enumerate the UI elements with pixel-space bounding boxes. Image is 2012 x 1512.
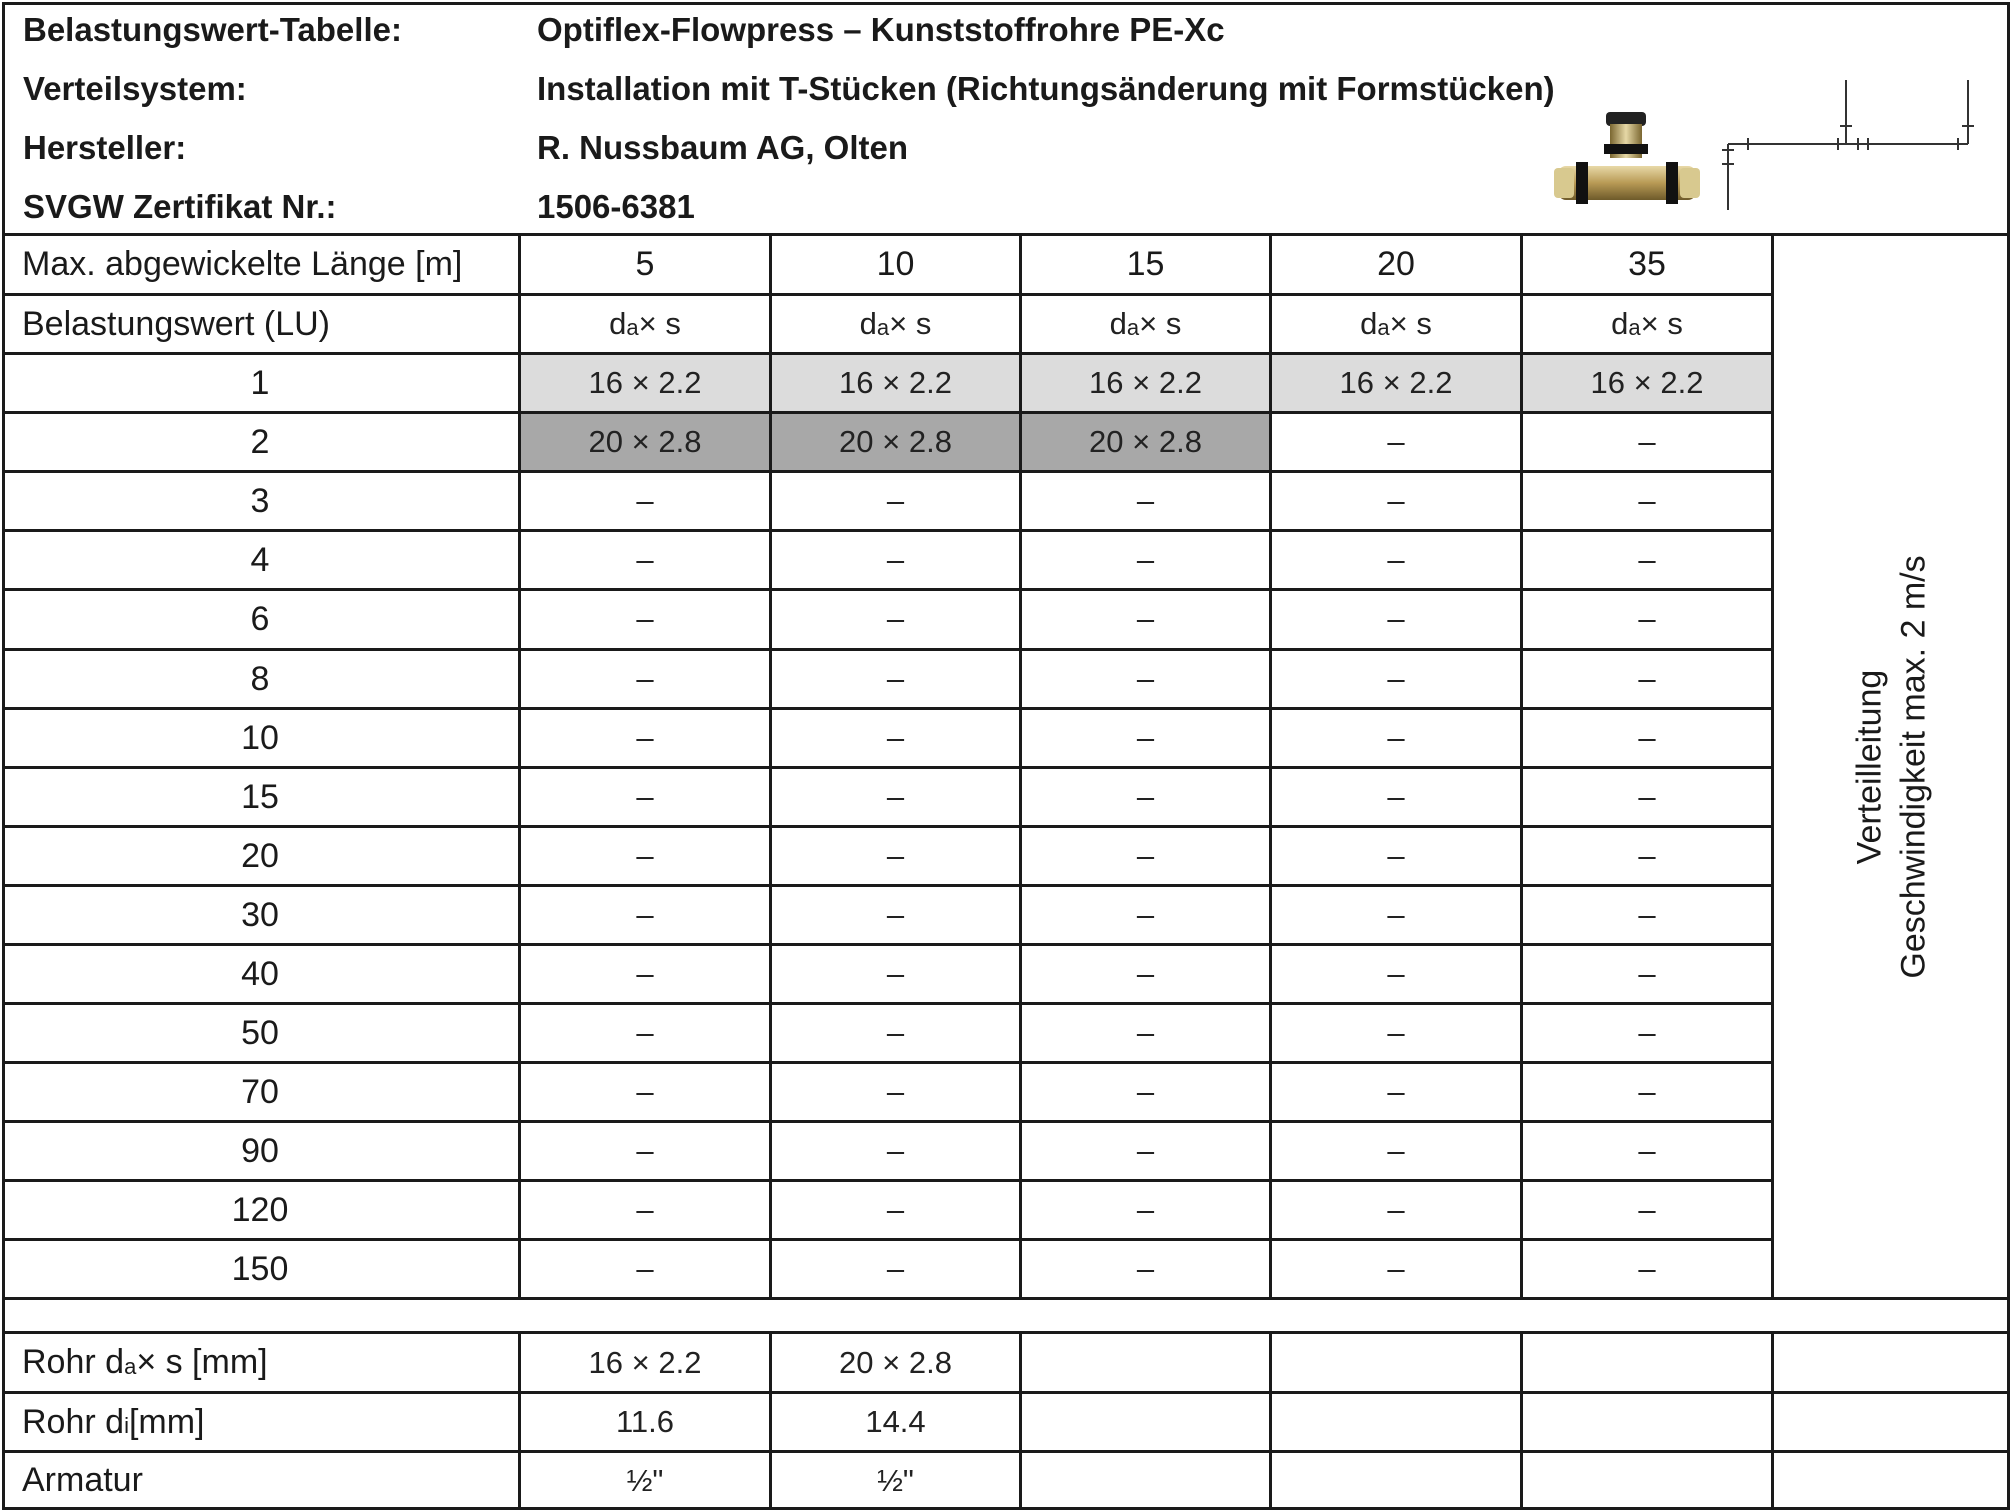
length-col-5: 5 [635,245,655,283]
pipe-dimension-cell: – [1387,483,1405,518]
pipe-dimension-cell: – [1136,838,1155,873]
pipe-dimension-cell: – [636,956,654,991]
footer-value-cell [1774,1453,2010,1508]
dimension-header [1022,296,1269,352]
header-value-certificate: 1506-6381 [537,188,695,225]
footer-value-cell [1022,1394,1269,1450]
pipe-dimension-cell: – [1638,424,1656,459]
dimension-main: d [859,306,877,341]
footer-row-label [2,1394,518,1450]
footer-label-main: Rohr d [22,1343,125,1381]
pipe-dimension-cell: – [886,1133,905,1168]
footer-value-cell: 16 × 2.2 [588,1344,702,1380]
footer-value-cell [1272,1334,1520,1391]
pipe-dimension-cell: – [1638,483,1656,518]
pipe-dimension-cell: – [1136,542,1155,577]
footer-value-cell: 14.4 [865,1404,926,1439]
grid-line [2,1297,2010,1300]
pipe-dimension-cell: – [1387,720,1405,755]
pipe-dimension-cell: – [1387,1192,1405,1227]
pipe-dimension-cell: 20 × 2.8 [772,414,1019,470]
pipe-dimension-cell: – [1136,1015,1155,1050]
pipe-dimension-cell: – [1387,542,1405,577]
side-note-line2: Geschwindigkeit max. 2 m/s [1895,554,1934,979]
pipe-dimension-cell: 16 × 2.2 [772,355,1019,411]
pipe-dimension-cell: – [636,779,654,814]
pipe-dimension-cell: – [1638,1133,1656,1168]
pipe-dimension-cell: – [636,601,654,636]
pipe-dimension-cell: – [886,897,905,932]
pipe-dimension-cell: – [636,1015,654,1050]
footer-value-cell: 20 × 2.8 [839,1344,952,1380]
pipe-dimension-cell: – [886,542,905,577]
pipe-dimension-cell: – [1136,897,1155,932]
pipe-dimension-cell: – [636,542,654,577]
dimension-rest: × s [1139,306,1182,341]
pipe-dimension-cell: – [1638,897,1656,932]
header-value-manufacturer: R. Nussbaum AG, Olten [537,129,908,166]
header-label-manufacturer: Hersteller: [23,129,187,166]
pipe-dimension-cell: 16 × 2.2 [521,355,769,411]
footer-value-cell [1774,1334,2010,1391]
lu-value: 120 [231,1190,289,1229]
pipe-dimension-cell: – [1638,1015,1656,1050]
side-note-text [1848,555,1936,978]
dimension-header [772,296,1019,352]
lu-value: 70 [241,1072,279,1111]
pipe-dimension-cell: – [636,897,654,932]
pipe-dimension-cell: – [886,1251,905,1286]
lu-value: 30 [241,895,279,934]
header-value-system: Installation mit T-Stücken (Richtungsänderung mit Formstücken) [537,70,1555,107]
pipe-dimension-cell: – [636,1251,654,1286]
footer-label-rest: × s [mm] [136,1343,268,1381]
footer-value-cell: ½" [626,1462,664,1498]
dimension-sub: a [1377,315,1390,340]
pipe-dimension-cell: – [1136,720,1155,755]
footer-value-cell [1272,1453,1520,1508]
footer-value-cell [1022,1453,1269,1508]
pipe-dimension-cell: – [1387,1074,1405,1109]
pipe-dimension-cell: – [1638,838,1656,873]
pipe-dimension-cell: – [886,483,905,518]
pipe-dimension-cell: – [1638,1192,1656,1227]
t-fitting-photo-icon [1552,108,1702,218]
pipe-dimension-cell: – [886,1192,905,1227]
pipe-dimension-cell: – [1638,661,1656,696]
pipe-dimension-cell: – [1387,897,1405,932]
pipe-dimension-cell: – [1638,1251,1656,1286]
pipe-dimension-cell: – [1638,956,1656,991]
pipe-dimension-cell: – [1387,838,1405,873]
lu-value: 90 [241,1131,279,1170]
pipe-dimension-cell: – [1136,1251,1155,1286]
lu-value: 10 [241,718,279,757]
dimension-main: d [1109,306,1127,341]
footer-value-cell: 11.6 [615,1404,675,1439]
pipe-dimension-cell: – [636,661,654,696]
dimension-header [1523,296,1771,352]
dimension-rest: × s [1389,306,1432,341]
length-col-35: 35 [1628,245,1666,283]
pipe-dimension-cell: – [636,483,654,518]
lu-value: 2 [250,422,270,461]
pipe-dimension-cell: – [1136,956,1155,991]
pipe-dimension-cell: – [636,838,654,873]
pipe-dimension-cell: – [1136,779,1155,814]
pipe-dimension-cell: – [1387,661,1405,696]
lu-value: 8 [250,659,270,698]
pipe-dimension-cell: – [1638,1074,1656,1109]
pipe-dimension-cell: – [1638,779,1656,814]
side-note [1774,236,2010,1297]
pipe-dimension-cell: – [1387,424,1405,459]
lu-value: 150 [231,1249,289,1288]
footer-value-cell [1523,1394,1771,1450]
dimension-main: d [609,306,627,341]
pipe-dimension-cell: – [1387,956,1405,991]
header-value-product: Optiflex-Flowpress – Kunststoffrohre PE-Xc [537,11,1225,48]
pipe-dimension-cell: – [886,601,905,636]
dimension-header [521,296,769,352]
lu-value: 4 [250,540,270,579]
footer-row-label [2,1453,518,1508]
pipe-dimension-cell: – [1136,1192,1155,1227]
length-col-20: 20 [1377,245,1415,283]
footer-label-main: Rohr d [22,1402,125,1441]
pipe-dimension-cell: – [1638,720,1656,755]
dimension-header [1272,296,1520,352]
footer-label-sub: a [124,1353,137,1379]
length-col-10: 10 [876,245,915,283]
footer-label-sub: i [124,1413,129,1438]
pipe-dimension-cell: – [886,1074,905,1109]
header-label-table: Belastungswert-Tabelle: [23,11,402,48]
dimension-sub: a [876,315,890,340]
dimension-sub: a [1126,315,1140,340]
pipe-dimension-cell: – [1387,1015,1405,1050]
pipe-dimension-cell: – [636,1192,654,1227]
pipe-dimension-cell: 16 × 2.2 [1523,355,1771,411]
footer-label-rest: [mm] [128,1402,205,1441]
pipe-dimension-cell: – [1136,483,1155,518]
dimension-main: d [1611,306,1629,341]
lu-value: 50 [241,1013,279,1052]
header-label-system: Verteilsystem: [23,70,247,107]
pipe-dimension-cell: – [1638,601,1656,636]
pipe-dimension-cell: 16 × 2.2 [1022,355,1269,411]
dimension-sub: a [626,315,639,340]
length-col-15: 15 [1126,245,1165,283]
pipe-dimension-cell: – [1387,1133,1405,1168]
footer-value-cell [1272,1394,1520,1450]
pipe-dimension-cell: – [886,1015,905,1050]
lu-value: 15 [241,777,279,816]
dimension-sub: a [1628,315,1641,340]
pipe-dimension-cell: – [1638,542,1656,577]
pipe-layout-diagram-icon [1718,76,1988,212]
footer-value-cell [1774,1394,2010,1450]
pipe-dimension-cell: 16 × 2.2 [1272,355,1520,411]
pipe-dimension-cell: – [886,779,905,814]
lu-value: 3 [250,481,270,520]
header-label-certificate: SVGW Zertifikat Nr.: [23,188,337,225]
pipe-dimension-cell: – [1136,1074,1155,1109]
pipe-dimension-cell: – [636,1133,654,1168]
footer-value-cell [1523,1334,1771,1391]
pipe-dimension-cell: 20 × 2.8 [521,414,769,470]
lu-value: 1 [250,363,270,402]
footer-row-label [2,1334,518,1391]
pipe-dimension-cell: – [886,661,905,696]
pipe-dimension-cell: – [1136,661,1155,696]
dimension-rest: × s [638,306,681,341]
lu-value: 20 [241,836,279,875]
footer-label-main: Armatur [22,1461,143,1499]
pipe-dimension-cell: – [1387,779,1405,814]
lu-value: 40 [241,954,279,993]
length-header-label: Max. abgewickelte Länge [m] [22,245,463,283]
pipe-dimension-cell: – [886,720,905,755]
pipe-dimension-cell: – [1136,1133,1155,1168]
dimension-rest: × s [1640,306,1683,341]
pipe-dimension-cell: – [886,956,905,991]
pipe-dimension-cell: 20 × 2.8 [1022,414,1269,470]
footer-value-cell: ½" [877,1462,914,1498]
lu-value: 6 [250,599,270,638]
pipe-dimension-cell: – [1387,1251,1405,1286]
dimension-rest: × s [889,306,932,341]
side-note-line1: Verteilleitung [1851,669,1890,864]
pipe-dimension-cell: – [1136,601,1155,636]
pipe-dimension-cell: – [1387,601,1405,636]
lu-header-label: Belastungswert (LU) [22,304,331,343]
footer-value-cell [1523,1453,1771,1508]
footer-value-cell [1022,1334,1269,1391]
pipe-dimension-cell: – [886,838,905,873]
pipe-dimension-cell: – [636,720,654,755]
dimension-main: d [1360,306,1378,341]
pipe-dimension-cell: – [636,1074,654,1109]
